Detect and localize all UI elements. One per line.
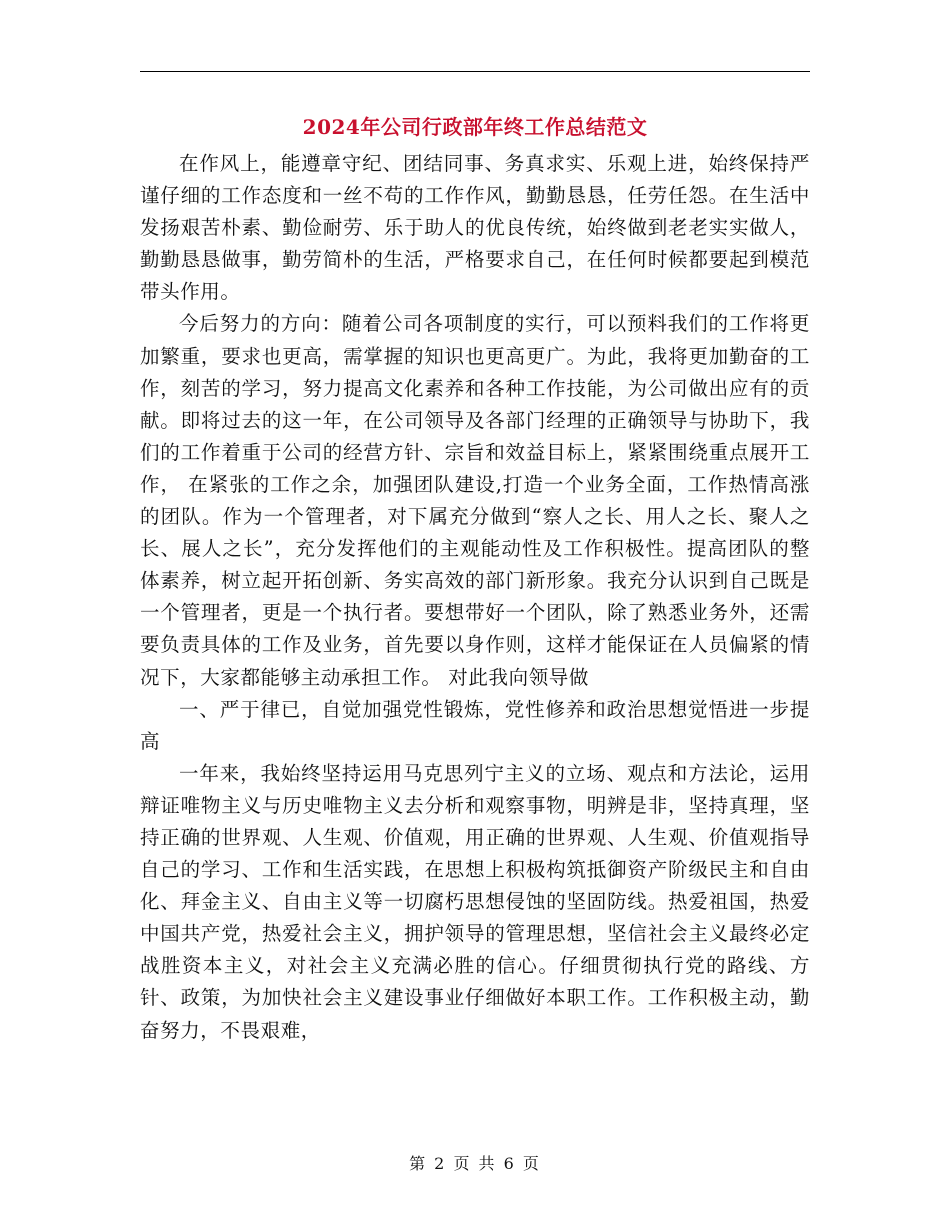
page-number: 第 2 页 共 6 页 bbox=[409, 1154, 541, 1173]
paragraph: 在作风上，能遵章守纪、团结同事、务真求实、乐观上进，始终保持严谨仔细的工作态度和一丝不苟的工作作风，勤勤恳恳，任劳任怨。在生活中发扬艰苦朴素、勤俭耐劳、乐于助人的优良传统，始终做到老老实实做人，勤勤恳恳做事，勤劳简朴的生活，严格要求自己，在任何时候都要起到模范带头作用。 bbox=[140, 152, 810, 304]
document-body bbox=[140, 148, 810, 1047]
document-title: 2024年公司行政部年终工作总结范文 bbox=[302, 115, 648, 139]
header-rule bbox=[140, 71, 810, 72]
paragraph: 今后努力的方向：随着公司各项制度的实行，可以预料我们的工作将更加繁重，要求也更高，需掌握的知识也更高更广。为此，我将更加勤奋的工作，刻苦的学习，努力提高文化素养和各种工作技能，为公司做出应有的贡献。即将过去的这一年，在公司领导及各部门经理的正确领导与协助下，我们的工作着重于公司的经营方针、宗旨和效益目标上，紧紧围绕重点展开工作， 在紧张的工作之余，加强团队建设,打造一个业务全面，工作热情高涨的团队。作为一个管理者，对下属充分做到“察人之长、用人之长、聚人之长、展人之长”，充分发挥他们的主观能动性及工作积极性。提高团队的整体素养，树立起开拓创新、务实高效的部门新形象。我充分认识到自己既是一个管理者，更是一个执行者。要想带好一个团队，除了熟悉业务外，还需要负责具体的工作及业务，首先要以身作则，这样才能保证在人员偏紧的情况下，大家都能够主动承担工作。 对此我向领导做 bbox=[140, 312, 810, 689]
paragraph: 一年来，我始终坚持运用马克思列宁主义的立场、观点和方法论，运用辩证唯物主义与历史唯物主义去分析和观察事物，明辨是非，坚持真理，坚持正确的世界观、人生观、价值观，用正确的世界观、人生观、价值观指导自己的学习、工作和生活实践，在思想上积极构筑抵御资产阶级民主和自由化、拜金主义、自由主义等一切腐朽思想侵蚀的坚固防线。热爱祖国，热爱中国共产党，热爱社会主义，拥护领导的管理思想，坚信社会主义最终必定战胜资本主义，对社会主义充满必胜的信心。仔细贯彻执行党的路线、方针、政策，为加快社会主义建设事业仔细做好本职工作。工作积极主动，勤奋努力，不畏艰难， bbox=[140, 761, 810, 1042]
section-heading: 一、严于律已，自觉加强党性锻炼，党性修养和政治思想觉悟进一步提高 bbox=[140, 697, 810, 753]
